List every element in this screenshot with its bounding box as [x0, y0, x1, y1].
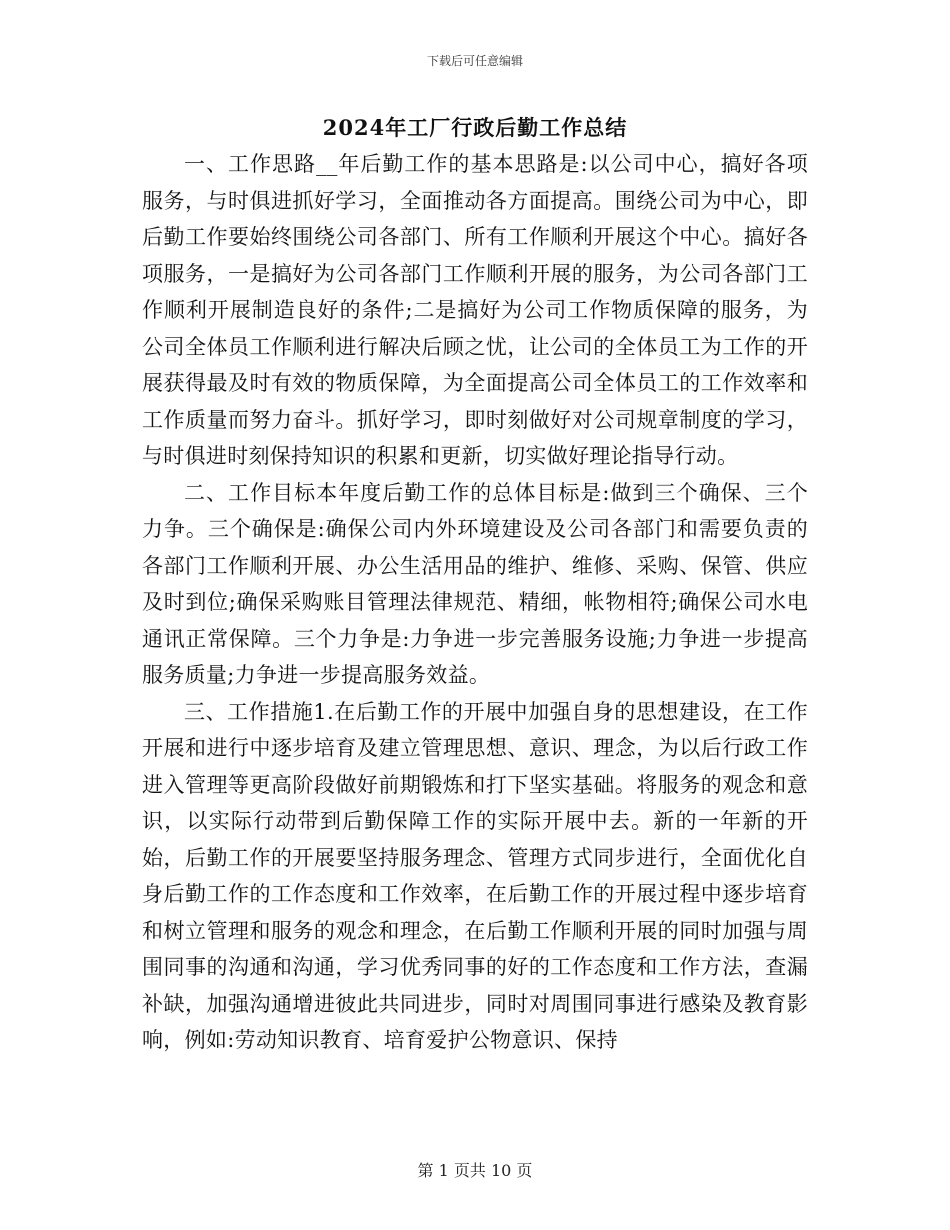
paragraph-work-measures: 三、工作措施1.在后勤工作的开展中加强自身的思想建设，在工作开展和进行中逐步培育及建立管理思想、意识、理念，为以后行政工作进入管理等更高阶段做好前期锻炼和打下坚实基础。将服务的观念和意识，以实际行动带到后勤保障工作的实际开展中去。新的一年新的开始，后勤工作的开展要坚持服务理念、管理方式同步进行，全面优化自身后勤工作的工作态度和工作效率，在后勤工作的开展过程中逐步培育和树立管理和服务的观念和理念，在后勤工作顺利开展的同时加强与周围同事的沟通和沟通，学习优秀同事的好的工作态度和工作方法，查漏补缺，加强沟通增进彼此共同进步，同时对周围同事进行感染及教育影响，例如:劳动知识教育、培育爱护公物意识、保持 — [142, 699, 808, 1052]
paragraph-work-approach: 一、工作思路__年后勤工作的基本思路是:以公司中心，搞好各项服务，与时俱进抓好学习，全面推动各方面提高。围绕公司为中心，即后勤工作要始终围绕公司各部门、所有工作顺利开展这个中心。搞好各项服务，一是搞好为公司各部门工作顺利开展的服务，为公司各部门工作顺利开展制造良好的条件;二是搞好为公司工作物质保障的服务，为公司全体员工作顺利进行解决后顾之忧，让公司的全体员工为工作的开展获得最及时有效的物质保障，为全面提高公司全体员工的工作效率和工作质量而努力奋斗。抓好学习，即时刻做好对公司规章制度的学习，与时俱进时刻保持知识的积累和更新，切实做好理论指导行动。 — [142, 152, 808, 468]
page-number-footer: 第 1 页共 10 页 — [417, 1161, 533, 1180]
page-header-note: 下载后可任意编辑 — [426, 54, 523, 68]
paragraph-work-goals: 二、工作目标本年度后勤工作的总体目标是:做到三个确保、三个力争。三个确保是:确保公司内外环境建设及公司各部门和需要负责的各部门工作顺利开展、办公生活用品的维护、维修、采购、保管、供应及时到位;确保采购账目管理法律规范、精细，帐物相符;确保公司水电通讯正常保障。三个力争是:力争进一步完善服务设施;力争进一步提高服务质量;力争进一步提高服务效益。 — [142, 480, 808, 687]
document-title: 2024年工厂行政后勤工作总结 — [322, 115, 628, 140]
document-body — [142, 146, 808, 1059]
